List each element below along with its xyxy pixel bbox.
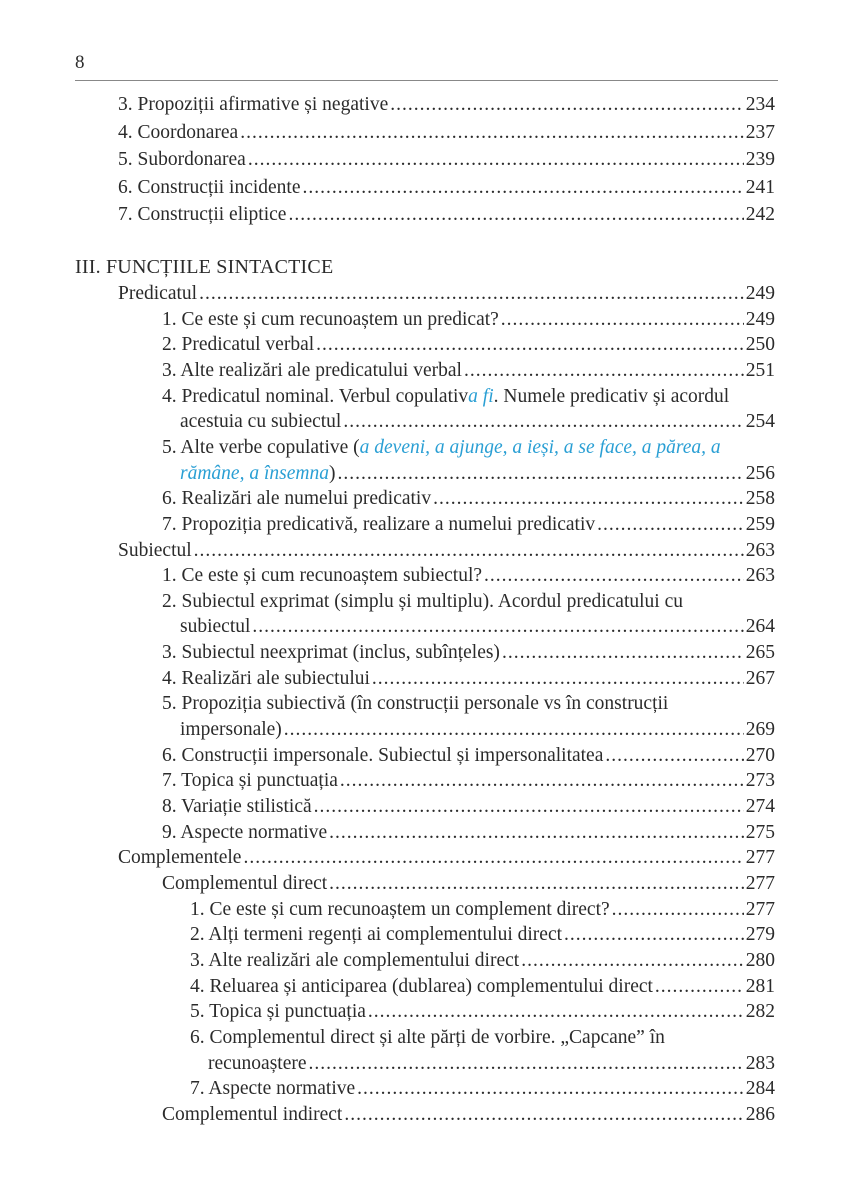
dot-leader — [316, 334, 744, 356]
toc-entry-title: 7. Propoziția predicativă, realizare a numelui predicativ — [162, 513, 596, 535]
toc-entry-title: ) — [328, 462, 336, 484]
dot-leader — [240, 122, 744, 144]
toc-entry-title: 2. Subiectul exprimat (simplu și multiplu). Acordul predicatului cu — [162, 590, 683, 612]
dot-leader — [521, 950, 744, 972]
toc-entry-example: a deveni, a ajunge, a ieși, a se face, a părea, a — [359, 436, 721, 458]
toc-entry[interactable] — [162, 770, 775, 796]
toc-entry-continuation[interactable] — [180, 719, 775, 745]
toc-page-number: 259 — [745, 513, 775, 535]
toc-page-number: 277 — [745, 872, 775, 894]
toc-entry[interactable] — [118, 283, 775, 309]
toc-entry-title: 6. Realizări ale numelui predicativ — [162, 488, 432, 510]
dot-leader — [564, 924, 744, 946]
dot-leader — [303, 177, 744, 199]
dot-leader — [433, 488, 744, 510]
toc-entry[interactable] — [162, 386, 775, 412]
toc-page-number: 239 — [745, 149, 775, 170]
toc-entry-title: acestuia cu subiectul — [180, 411, 342, 433]
dot-leader — [248, 149, 744, 171]
toc-page-number: 275 — [745, 821, 775, 843]
toc-entry-title: 7. Topica și punctuația — [162, 770, 338, 792]
toc-entry-continuation[interactable] — [208, 1053, 775, 1079]
toc-entry[interactable] — [118, 540, 775, 566]
toc-entry[interactable] — [162, 591, 775, 617]
toc-page-number: 282 — [745, 1001, 775, 1023]
toc-entry-title: 5. Topica și punctuația — [190, 1001, 366, 1023]
dot-leader — [368, 1001, 744, 1023]
toc-page-number: 269 — [745, 719, 775, 741]
toc-entry[interactable] — [190, 950, 775, 976]
toc-page-number: 254 — [745, 411, 775, 433]
toc-entry-title: 6. Construcții incidente — [118, 176, 301, 198]
toc-page-number: 264 — [745, 616, 775, 638]
toc-entry-title: 6. Complementul direct și alte părți de vorbire. „Capcane” în — [190, 1026, 665, 1048]
dot-leader — [390, 94, 744, 116]
toc-entry-title: 4. Reluarea și anticiparea (dublarea) complementului direct — [190, 975, 653, 997]
toc-page-number: 281 — [745, 975, 775, 997]
toc-entry-title: 4. Realizări ale subiectului — [162, 667, 370, 689]
toc-entry-title: Subiectul — [118, 539, 192, 561]
toc-entry[interactable] — [162, 488, 775, 514]
toc-entry[interactable] — [118, 94, 775, 120]
dot-leader — [344, 1104, 743, 1126]
toc-page-number: 277 — [745, 898, 775, 920]
toc-entry[interactable] — [162, 873, 775, 899]
toc-entry-title: . Numele predicativ și acordul — [493, 385, 730, 407]
dot-leader — [309, 1053, 744, 1075]
toc-page-number: 249 — [745, 283, 775, 304]
toc-entry-title: 2. Alți termeni regenți ai complementului direct — [190, 924, 563, 946]
toc-page-number: 237 — [745, 121, 775, 143]
dot-leader — [597, 514, 744, 536]
toc-page-number: 263 — [745, 565, 775, 587]
dot-leader — [605, 745, 743, 767]
dot-leader — [612, 899, 744, 921]
dot-leader — [194, 540, 744, 562]
dot-leader — [314, 796, 744, 818]
toc-entry[interactable] — [162, 822, 775, 848]
toc-entry[interactable] — [190, 924, 775, 950]
toc-entry-title: 4. Coordonarea — [118, 121, 239, 143]
toc-page-number: 273 — [745, 770, 775, 792]
toc-entry-title: 9. Aspecte normative — [162, 821, 328, 843]
dot-leader — [252, 616, 743, 638]
toc-page-number: 256 — [745, 462, 775, 484]
toc-entry[interactable] — [190, 1027, 775, 1053]
toc-entry-title: 5. Alte verbe copulative ( — [162, 436, 360, 458]
toc-entry-title: 1. Ce este și cum recunoaștem subiectul? — [162, 565, 483, 587]
header-rule — [75, 80, 778, 81]
toc-entry[interactable] — [190, 976, 775, 1002]
toc-entry-title: 8. Variație stilistică — [162, 796, 312, 817]
dot-leader — [329, 873, 744, 895]
dot-leader — [329, 822, 744, 844]
dot-leader — [337, 463, 743, 485]
toc-entry-title: Predicatul — [118, 283, 198, 304]
toc-entry[interactable] — [162, 642, 775, 668]
toc-entry-title: 7. Aspecte normative — [190, 1078, 356, 1100]
toc-page-number: 241 — [745, 176, 775, 198]
toc-entry[interactable] — [162, 1104, 775, 1130]
toc-entry-title: 3. Alte realizări ale predicatului verbal — [162, 359, 462, 381]
toc-page-number: 250 — [745, 334, 775, 356]
dot-leader — [655, 976, 744, 998]
toc-entry[interactable] — [190, 1078, 775, 1104]
dot-leader — [288, 204, 743, 226]
dot-leader — [464, 360, 744, 382]
toc-entry-title: Complementele — [118, 847, 242, 869]
toc-entry-title: Complementul indirect — [162, 1103, 343, 1125]
toc-entry-title: 6. Construcții impersonale. Subiectul și impersonalitatea — [162, 744, 604, 766]
section-heading: III. FUNCȚIILE SINTACTICE — [75, 256, 334, 278]
toc-page-number: 267 — [745, 667, 775, 689]
toc-entry-continuation[interactable] — [180, 411, 775, 437]
toc-entry-title: 5. Propoziția subiectivă (în construcții personale vs în construcții — [162, 693, 669, 715]
toc-page-number: 234 — [745, 94, 775, 115]
toc-entry[interactable] — [190, 1001, 775, 1027]
toc-entry-title: 4. Predicatul nominal. Verbul copulativ — [162, 385, 469, 407]
toc-entry[interactable] — [162, 514, 775, 540]
toc-entry[interactable] — [190, 899, 775, 925]
toc-entry-title: 5. Subordonarea — [118, 149, 246, 170]
toc-entry[interactable] — [162, 796, 775, 822]
toc-entry[interactable] — [162, 360, 775, 386]
toc-page-number: 280 — [745, 949, 775, 971]
toc-entry[interactable] — [118, 204, 775, 230]
toc-entry-title: 1. Ce este și cum recunoaștem un complement direct? — [190, 898, 610, 920]
toc-page-number: 284 — [745, 1078, 775, 1100]
toc-entry[interactable] — [118, 149, 775, 175]
toc-page-number: 274 — [745, 796, 775, 817]
toc-entry[interactable] — [162, 437, 775, 463]
dot-leader — [372, 668, 744, 690]
toc-entry-example: rămâne, a însemna — [180, 462, 329, 484]
toc-entry-title: 3. Propoziții afirmative și negative — [118, 94, 389, 115]
dot-leader — [502, 642, 744, 664]
toc-entry-title: 3. Subiectul neexprimat (inclus, subînțeles) — [162, 642, 500, 664]
dot-leader — [484, 565, 744, 587]
toc-page-number: 265 — [745, 642, 775, 664]
toc-entry-title: Complementul direct — [162, 872, 328, 894]
toc-entry-example: a fi — [468, 385, 494, 407]
toc-entry[interactable] — [162, 668, 775, 694]
toc-page-number: 286 — [745, 1103, 775, 1125]
toc-page-number: 258 — [745, 488, 775, 510]
toc-page-number: 277 — [745, 847, 775, 869]
toc-page-number: 263 — [745, 539, 775, 561]
toc-entry[interactable] — [162, 334, 775, 360]
dot-leader — [340, 770, 744, 792]
toc-entry[interactable] — [118, 847, 775, 873]
toc-page-number: 270 — [745, 744, 775, 766]
toc-entry[interactable] — [162, 309, 775, 335]
dot-leader — [501, 309, 744, 331]
dot-leader — [284, 719, 744, 741]
dot-leader — [243, 847, 743, 869]
toc-entry[interactable] — [162, 745, 775, 771]
toc-page-number: 249 — [745, 308, 775, 330]
page-number: 8 — [75, 52, 85, 73]
toc-entry-title: impersonale) — [180, 719, 282, 741]
toc-entry-title: 1. Ce este și cum recunoaștem un predicat? — [162, 308, 499, 330]
toc-entry[interactable] — [162, 693, 775, 719]
toc-entry-continuation[interactable] — [180, 463, 775, 489]
toc-page-number: 242 — [745, 204, 775, 225]
dot-leader — [199, 283, 744, 305]
toc-entry-continuation[interactable] — [180, 616, 775, 642]
toc-entry[interactable] — [118, 122, 775, 148]
toc-entry-title: 2. Predicatul verbal — [162, 334, 315, 356]
toc-entry-title: recunoaștere — [208, 1052, 307, 1074]
toc-entry[interactable] — [118, 177, 775, 203]
toc-page-number: 283 — [745, 1052, 775, 1074]
toc-page-number: 279 — [745, 924, 775, 946]
toc-entry-title: 3. Alte realizări ale complementului direct — [190, 949, 520, 971]
dot-leader — [357, 1078, 744, 1100]
toc-entry-title: 7. Construcții eliptice — [118, 204, 287, 225]
dot-leader — [343, 411, 743, 433]
toc-page-number: 251 — [745, 359, 775, 381]
toc-entry[interactable] — [162, 565, 775, 591]
toc-entry-title: subiectul — [180, 616, 251, 638]
